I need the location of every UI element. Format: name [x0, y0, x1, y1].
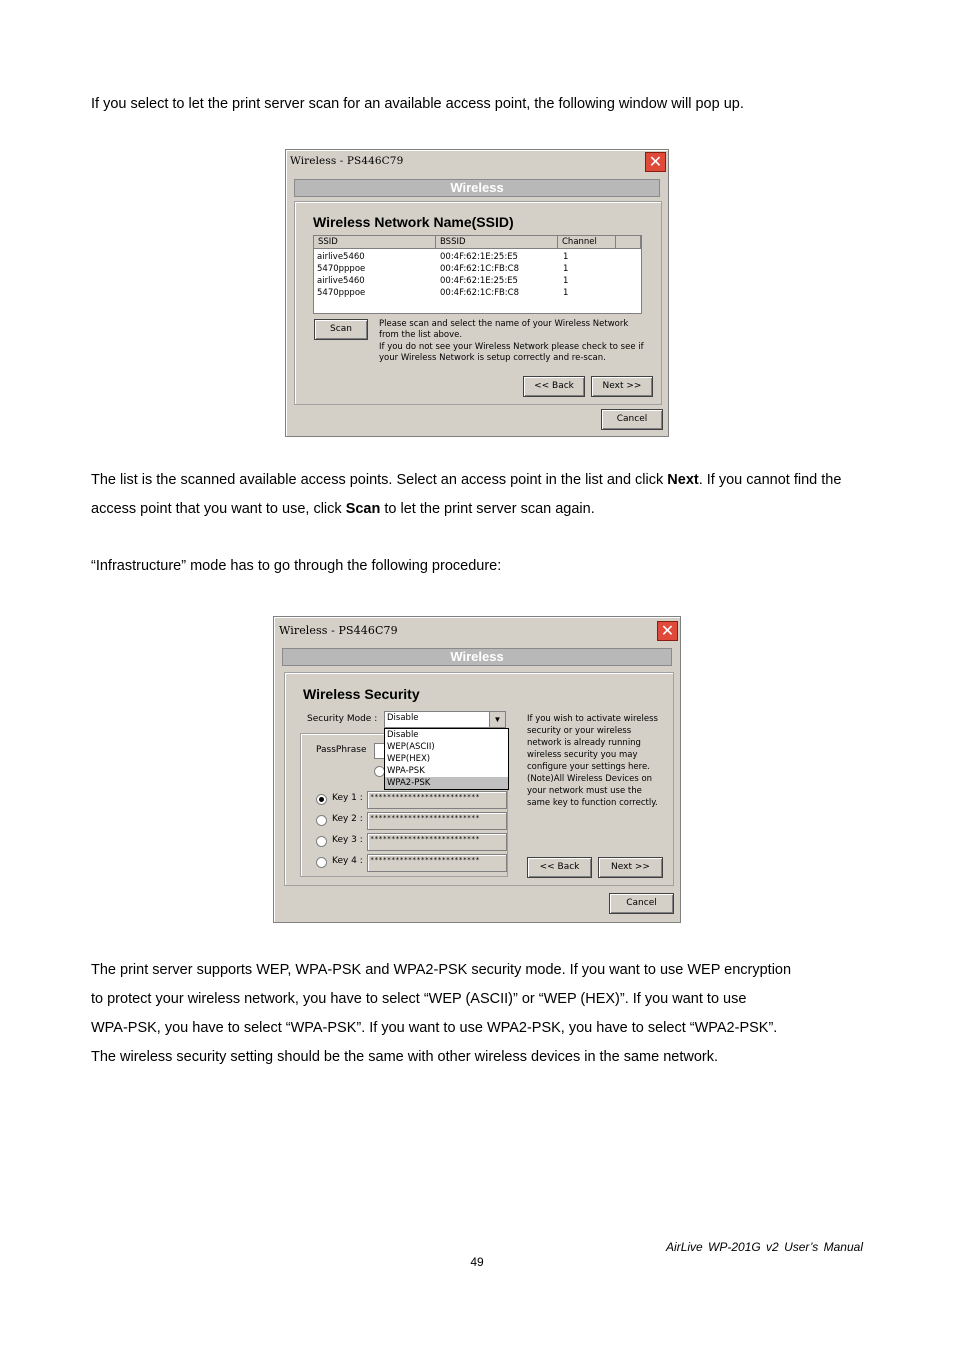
key4-field[interactable]: ************************** [367, 854, 507, 872]
key2-label: Key 2 : [332, 814, 363, 824]
option-wep-ascii[interactable]: WEP(ASCII) [387, 742, 435, 752]
section-title: Wireless Network Name(SSID) [313, 214, 514, 230]
ssid-scan-dialog [285, 149, 669, 437]
selected-value: Disable [387, 713, 419, 723]
security-mode-options[interactable] [384, 728, 509, 790]
cancel-button[interactable]: Cancel [609, 893, 674, 914]
key3-field[interactable]: ************************** [367, 833, 507, 851]
section-title: Wireless Security [303, 686, 420, 702]
ssid-cell: 5470pppoe [317, 288, 366, 298]
help-line: your network must use the [527, 786, 642, 796]
text-run: . If you cannot find the access point that you want to use, click [91, 472, 842, 517]
text-run: The list is the scanned available access points. Select an access point in the list and click [91, 472, 668, 488]
back-button[interactable]: << Back [527, 857, 592, 878]
scan-button[interactable]: Scan [314, 319, 368, 340]
help-line: (Note)All Wireless Devices on [527, 774, 653, 784]
security-mode-label: Security Mode : [307, 714, 378, 724]
scan-bold: Scan [345, 501, 381, 517]
intro-paragraph: If you select to let the print server scan for an available access point, the following window will pop up. [91, 96, 744, 112]
window-title: Wireless - PS446C79 [279, 624, 398, 637]
help-line: If you do not see your Wireless Network please check to see if [379, 342, 644, 352]
key4-radio[interactable] [316, 857, 327, 868]
title-bar [274, 617, 680, 639]
help-line: wireless security you may [527, 750, 638, 760]
wireless-security-dialog [273, 616, 681, 923]
key2-field[interactable]: ************************** [367, 812, 507, 830]
channel-cell: 1 [563, 252, 569, 262]
key1-radio[interactable] [316, 794, 327, 805]
bssid-cell: 00:4F:62:1C:FB:C8 [440, 264, 519, 274]
ssid-cell: 5470pppoe [317, 264, 366, 274]
paragraph-line: The print server supports WEP, WPA-PSK and WPA2-PSK security mode. If you want to use WEP encryption [91, 962, 792, 978]
passphrase-label: PassPhrase [316, 745, 367, 755]
option-wpa2-psk[interactable]: WPA2-PSK [385, 777, 508, 789]
column-header-channel[interactable]: Channel [558, 236, 616, 249]
paragraph-line: The wireless security setting should be the same with other wireless devices in the same network. [91, 1049, 719, 1065]
ssid-list[interactable] [313, 235, 642, 314]
bssid-cell: 00:4F:62:1C:FB:C8 [440, 288, 519, 298]
chevron-down-icon[interactable]: ▼ [489, 712, 505, 727]
key1-field[interactable]: ************************** [367, 791, 507, 809]
infrastructure-paragraph: “Infrastructure” mode has to go through the following procedure: [91, 558, 502, 574]
column-header-bssid[interactable]: BSSID [436, 236, 558, 249]
ssid-cell: airlive5460 [317, 252, 365, 262]
next-button[interactable]: Next >> [591, 376, 653, 397]
help-line: your Wireless Network is setup correctly and re-scan. [379, 353, 606, 363]
key1-label: Key 1 : [332, 793, 363, 803]
channel-cell: 1 [563, 264, 569, 274]
next-button[interactable]: Next >> [598, 857, 663, 878]
channel-cell: 1 [563, 288, 569, 298]
key3-radio[interactable] [316, 836, 327, 847]
help-line: from the list above. [379, 330, 463, 340]
text-run: to let the print server scan again. [380, 501, 595, 517]
option-wpa-psk[interactable]: WPA-PSK [387, 766, 425, 776]
help-line: same key to function correctly. [527, 798, 658, 808]
column-header-ssid[interactable]: SSID [314, 236, 436, 249]
help-line: If you wish to activate wireless [527, 714, 658, 724]
bssid-cell: 00:4F:62:1E:25:E5 [440, 252, 518, 262]
window-title: Wireless - PS446C79 [290, 155, 404, 167]
bssid-cell: 00:4F:62:1E:25:E5 [440, 276, 518, 286]
paragraph-line: to protect your wireless network, you have to select “WEP (ASCII)” or “WEP (HEX)”. If you want to use [91, 991, 747, 1007]
paragraph-line: WPA-PSK, you have to select “WPA-PSK”. If you want to use WPA2-PSK, you have to select “WPA2-PSK”. [91, 1020, 778, 1036]
help-line: security or your wireless [527, 726, 632, 736]
scan-explanation-paragraph [91, 466, 871, 524]
security-modes-paragraph [91, 956, 871, 1072]
help-line: Please scan and select the name of your Wireless Network [379, 319, 629, 329]
back-button[interactable]: << Back [523, 376, 585, 397]
option-disable[interactable]: Disable [387, 730, 419, 740]
column-header-empty [616, 236, 641, 249]
option-wep-hex[interactable]: WEP(HEX) [387, 754, 431, 764]
section-banner: Wireless [282, 648, 672, 666]
key4-label: Key 4 : [332, 856, 363, 866]
page-number: 49 [470, 1255, 484, 1269]
help-line: network is already running [527, 738, 641, 748]
channel-cell: 1 [563, 276, 569, 286]
key3-label: Key 3 : [332, 835, 363, 845]
help-line: configure your settings here. [527, 762, 650, 772]
section-banner: Wireless [294, 179, 660, 197]
close-icon[interactable]: ✕ [645, 152, 666, 172]
security-mode-select[interactable] [384, 711, 506, 728]
next-bold: Next [667, 472, 699, 488]
manual-footer: AirLive WP-201G v2 User’s Manual [666, 1240, 863, 1254]
ssid-cell: airlive5460 [317, 276, 365, 286]
close-icon[interactable]: ✕ [657, 621, 678, 641]
key2-radio[interactable] [316, 815, 327, 826]
title-bar [286, 150, 668, 172]
cancel-button[interactable]: Cancel [601, 409, 663, 430]
